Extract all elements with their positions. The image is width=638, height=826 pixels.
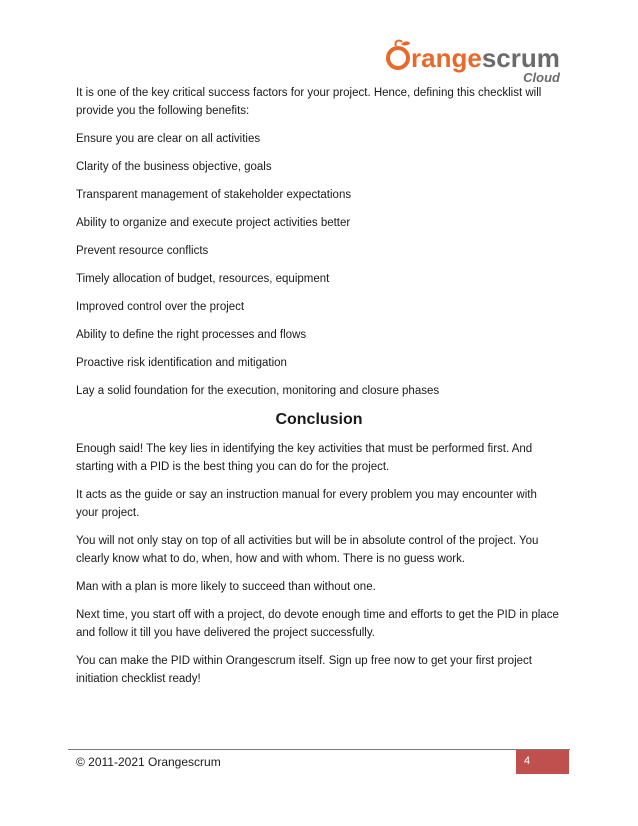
logo-tagline: Cloud <box>523 70 560 85</box>
logo-wordmark: rangescrum <box>411 43 560 73</box>
conclusion-paragraph: You can make the PID within Orangescrum itself. Sign up free now to get your first project initiation checklist ready! <box>76 655 532 685</box>
benefit-item: Ensure you are clear on all activities <box>76 133 261 145</box>
footer-copyright: © 2011-2021 Orangescrum <box>76 755 221 769</box>
benefit-item: Lay a solid foundation for the execution, monitoring and closure phases <box>76 385 440 397</box>
benefit-item: Timely allocation of budget, resources, equipment <box>76 273 330 285</box>
benefit-item: Ability to define the right processes and flows <box>76 329 307 341</box>
benefit-item: Improved control over the project <box>76 301 245 313</box>
benefit-item: Prevent resource conflicts <box>76 245 209 257</box>
benefit-item: Proactive risk identification and mitigation <box>76 357 287 369</box>
conclusion-paragraph: Enough said! The key lies in identifying the key activities that must be performed first. And starting with a PID is the best thing you can do for the project. <box>76 443 533 473</box>
footer-divider <box>68 749 570 750</box>
conclusion-paragraph: You will not only stay on top of all activities but will be in absolute control of the project. You clearly know what to do, when, how and with whom. There is no guess work. <box>76 535 539 565</box>
conclusion-paragraph: It acts as the guide or say an instruction manual for every problem you may encounter with your project. <box>76 489 537 519</box>
document-body <box>76 84 562 698</box>
conclusion-paragraph: Man with a plan is more likely to succeed than without one. <box>76 581 376 593</box>
conclusion-paragraph: Next time, you start off with a project, do devote enough time and efforts to get the PID in place and follow it till you have delivered the project successfully. <box>76 609 559 639</box>
intro-paragraph: It is one of the key critical success factors for your project. Hence, defining this checklist will provide you the following benefits: <box>76 87 542 117</box>
conclusion-section <box>76 440 562 688</box>
page-number-badge: 4 <box>516 750 569 774</box>
orange-fruit-icon <box>388 41 410 68</box>
benefit-item: Transparent management of stakeholder expectations <box>76 189 352 201</box>
orangescrum-logo <box>382 36 568 86</box>
benefit-item: Ability to organize and execute project activities better <box>76 217 351 229</box>
benefits-list <box>76 130 562 400</box>
benefit-item: Clarity of the business objective, goals <box>76 161 272 173</box>
conclusion-heading: Conclusion <box>275 411 363 428</box>
